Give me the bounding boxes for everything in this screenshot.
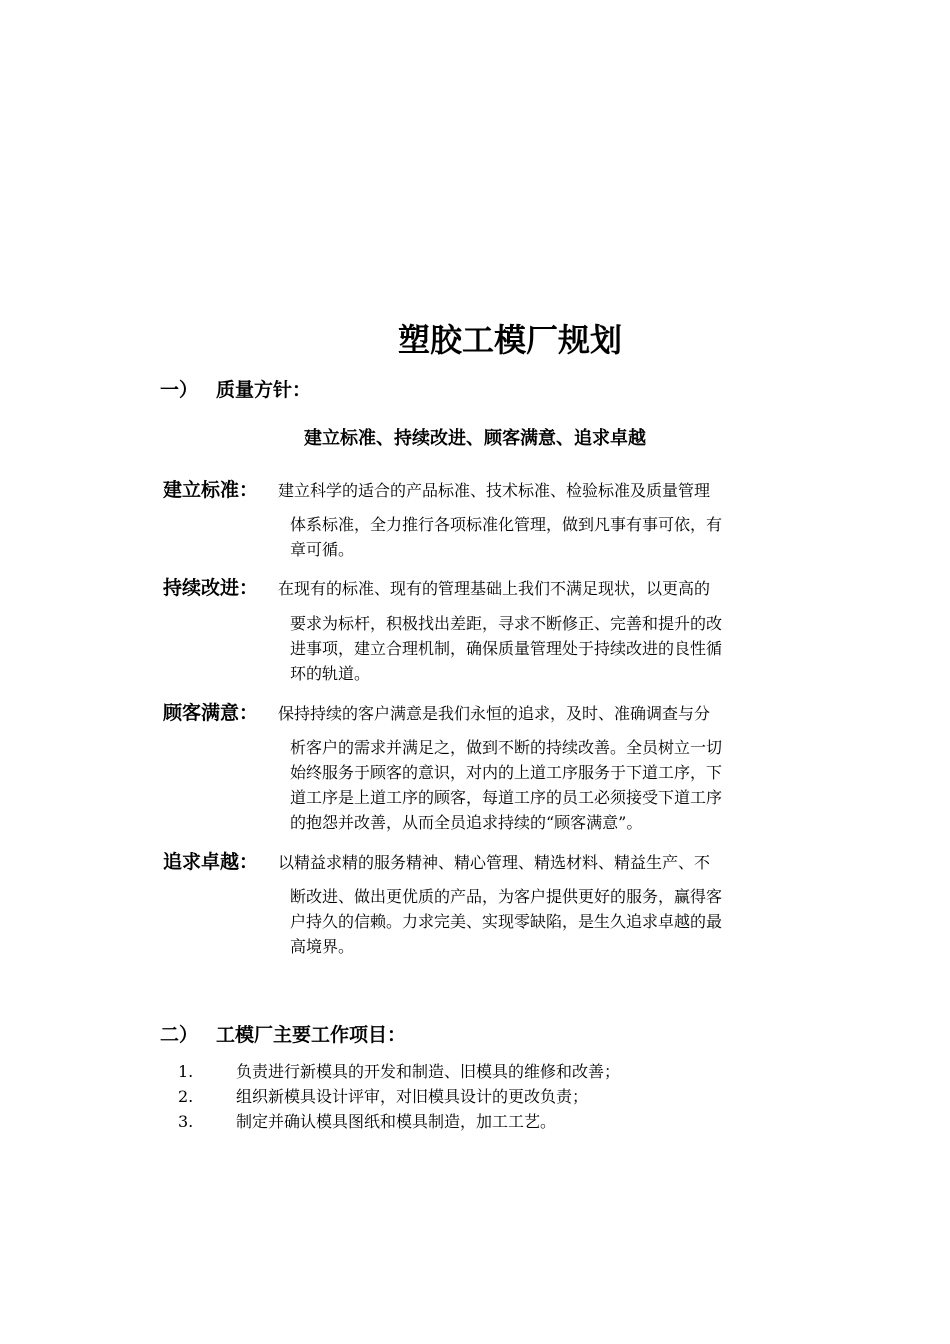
policy-term-establish-standards: 建立标准： [163, 479, 259, 501]
policy-desc-line: 断改进、做出更优质的产品，为客户提供更好的服务，赢得客 [290, 887, 723, 906]
policy-desc-first-line: 建立科学的适合的产品标准、技术标准、检验标准及质量管理 [278, 481, 711, 500]
policy-desc-first-line: 在现有的标准、现有的管理基础上我们不满足现状，以更高的 [278, 579, 711, 598]
policy-desc-line: 的抱怨并改善，从而全员追求持续的“顾客满意”。 [290, 813, 643, 832]
policy-desc-line: 进事项，建立合理机制，确保质量管理处于持续改进的良性循 [290, 639, 723, 658]
policy-desc-continuation [290, 884, 806, 959]
policy-desc-first-line: 保持持续的客户满意是我们永恒的追求，及时、准确调查与分 [278, 704, 711, 723]
policy-desc-continuation [290, 512, 806, 562]
list-item-number: 1. [178, 1062, 194, 1081]
policy-desc-line: 析客户的需求并满足之，做到不断的持续改善。全员树立一切 [290, 738, 723, 757]
policy-term-pursue-excellence: 追求卓越： [163, 851, 259, 873]
policy-desc-line: 道工序是上道工序的顾客，每道工序的员工必须接受下道工序 [290, 788, 723, 807]
policy-desc-line: 始终服务于顾客的意识，对内的上道工序服务于下道工序，下 [290, 763, 723, 782]
policy-desc-line: 体系标准，全力推行各项标准化管理，做到凡事有事可依，有 [290, 515, 723, 534]
policy-desc-line: 章可循。 [290, 540, 355, 559]
list-item: 负责进行新模具的开发和制造、旧模具的维修和改善； [236, 1062, 621, 1081]
policy-desc-line: 户持久的信赖。力求完美、实现零缺陷，是生久追求卓越的最 [290, 912, 723, 931]
policy-desc-first-line: 以精益求精的服务精神、精心管理、精选材料、精益生产、不 [278, 853, 711, 872]
section-2-number: 二） [160, 1024, 199, 1046]
policy-desc-continuation [290, 611, 806, 686]
page-title: 塑胶工模厂规划 [397, 321, 622, 359]
policy-term-customer-satisfaction: 顾客满意： [163, 702, 259, 724]
list-item-number: 3. [178, 1112, 194, 1131]
policy-desc-continuation [290, 735, 806, 835]
policy-desc-line: 环的轨道。 [290, 664, 371, 683]
list-item: 组织新模具设计评审，对旧模具设计的更改负责； [236, 1087, 589, 1106]
quality-motto: 建立标准、持续改进、顾客满意、追求卓越 [304, 428, 646, 449]
list-item: 制定并确认模具图纸和模具制造，加工工艺。 [236, 1112, 557, 1131]
policy-desc-line: 要求为标杆，积极找出差距，寻求不断修正、完善和提升的改 [290, 614, 723, 633]
section-1-heading: 质量方针： [216, 379, 312, 401]
section-2-heading: 工模厂主要工作项目： [216, 1024, 407, 1046]
section-1-number: 一） [160, 379, 199, 401]
policy-term-continuous-improvement: 持续改进： [163, 577, 259, 599]
policy-desc-line: 高境界。 [290, 937, 355, 956]
list-item-number: 2. [178, 1087, 194, 1106]
